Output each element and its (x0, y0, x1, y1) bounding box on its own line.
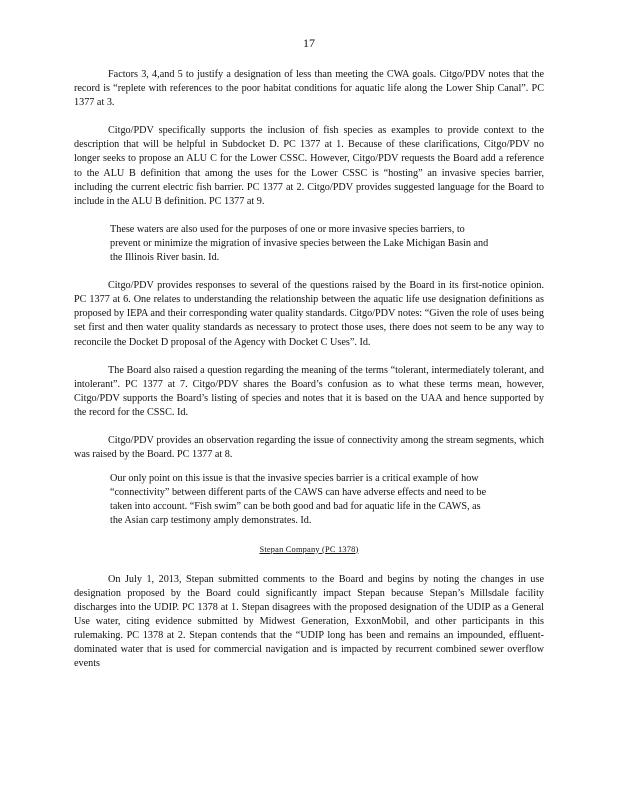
document-body (74, 68, 544, 685)
body-paragraph: Citgo/PDV provides an observation regarding the issue of connectivity among the stream segments, which was raised by the Board. PC 1377 at 8. (74, 434, 544, 461)
block-quote: These waters are also used for the purposes of one or more invasive species barriers, to prevent or minimize the migration of invasive species between the Lake Michigan Basin and the Illinois River basin. Id. (110, 223, 489, 264)
body-paragraph: Citgo/PDV provides responses to several of the questions raised by the Board in its first-notice opinion. PC 1377 at 6. One relates to understanding the relationship between the aquatic life use designation definitions as proposed by IEPA and their corresponding water quality standards. Citgo/PDV notes: “Given the role of uses being set first and then water quality standards as necessary to protect those uses, there does not seem to be any way to reconcile the Docket D proposal of the Agency with Docket C Uses”. Id. (74, 280, 544, 348)
body-paragraph: The Board also raised a question regarding the meaning of the terms “tolerant, intermediately tolerant, and intolerant”. PC 1377 at 7. Citgo/PDV shares the Board’s confusion as to what these terms mean, however, Citgo/PDV supports the Board’s listing of species and notes that it is based on the UAA and hence supported by the record for the CSSC. Id. (74, 364, 544, 418)
block-quote: Our only point on this issue is that the invasive species barrier is a critical example of how “connectivity” between different parts of the CAWS can have adverse effects and need to be taken into account. “Fish swim” can be both good and bad for aquatic life in the CAWS, as the Asian carp testimony amply demonstrates. Id. (110, 473, 487, 527)
page-number: 17 (303, 36, 315, 50)
body-paragraph: Factors 3, 4,and 5 to justify a designation of less than meeting the CWA goals. Citgo/PDV notes that the record is “replete with references to the poor habitat conditions for aquatic life along the Lower Ship Canal”. PC 1377 at 3. (74, 69, 544, 109)
body-paragraph: On July 1, 2013, Stepan submitted comments to the Board and begins by noting the changes in use designation proposed by the Board could significantly impact Stepan because Stepan’s Millsdale facility discharges into the UDIP. PC 1378 at 1. Stepan disagrees with the proposed designation of the UDIP as a General Use water, citing evidence submitted by Midwest Generation, ExxonMobil, and other participants in this rulemaking. PC 1378 at 2. Stepan contends that the “UDIP long has been and remains an impounded, effluent-dominated water that is used for commercial navigation and is impacted by recurrent combined sewer overflow events (74, 573, 544, 670)
body-paragraph: Citgo/PDV specifically supports the inclusion of fish species as examples to provide context to the description that will be helpful in Subdocket D. PC 1377 at 1. Because of these clarifications, Citgo/PDV no longer seeks to propose an ALU C for the Lower CSSC. However, Citgo/PDV requests the Board add a reference to the ALU B definition that among the uses for the Lower CSSC is “hosting” an invasive species barrier, including the current electric fish barrier. PC 1377 at 2. Citgo/PDV provides suggested language for the Board to include in the ALU B definition. PC 1377 at 9. (74, 125, 544, 207)
section-heading: Stepan Company (PC 1378) (259, 544, 359, 554)
